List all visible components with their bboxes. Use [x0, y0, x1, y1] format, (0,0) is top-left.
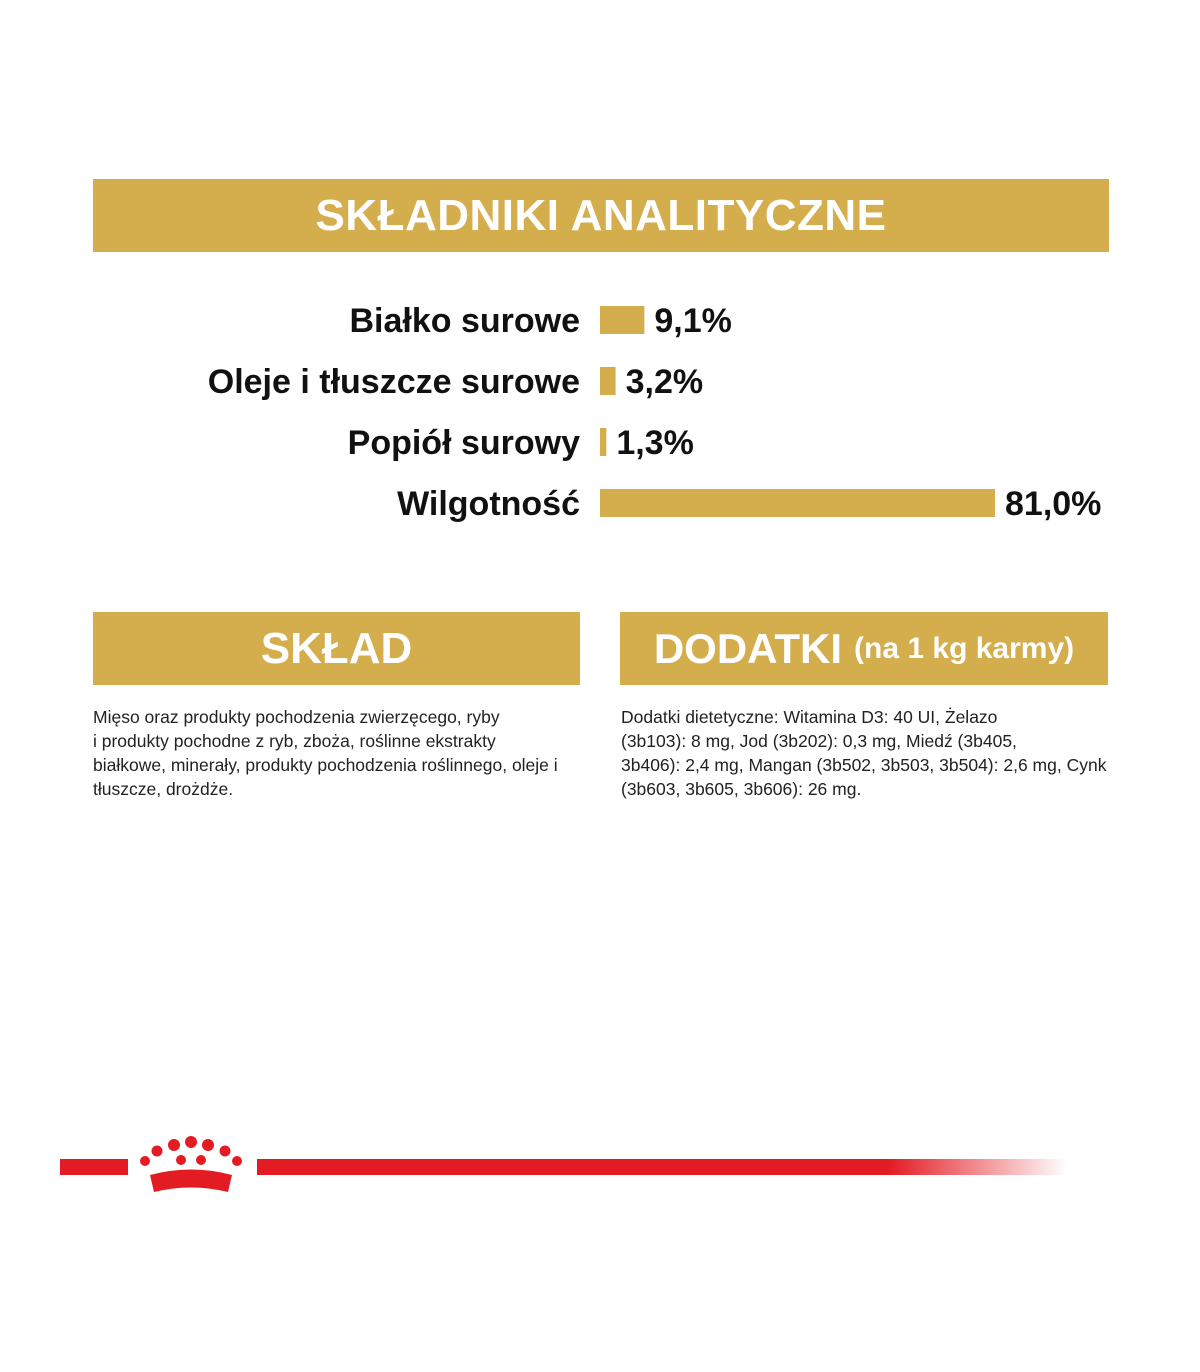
bar — [600, 428, 606, 456]
analytic-bar-chart — [0, 280, 1200, 540]
bar-category-label: Wilgotność — [397, 485, 580, 523]
bar-category-label: Oleje i tłuszcze surowe — [207, 363, 580, 401]
sklad-title: SKŁAD — [260, 623, 413, 673]
bar-value-label: 3,2% — [625, 363, 704, 401]
bar-category-label: Białko surowe — [349, 302, 580, 340]
footer-brand-bar — [0, 1130, 1200, 1200]
analytic-title: SKŁADNIKI ANALITYCZNE — [315, 190, 887, 240]
bar — [600, 306, 644, 334]
bar-value-label: 9,1% — [654, 302, 732, 340]
bar-category-label: Popiół surowy — [347, 424, 580, 462]
dodatki-title-banner — [620, 612, 1108, 685]
footer-line-right — [257, 1159, 1067, 1175]
bar-value-label: 1,3% — [616, 424, 694, 462]
footer-line-left — [60, 1159, 128, 1175]
dodatki-text — [621, 705, 1111, 801]
dodatki-subtitle: (na 1 kg karmy) — [854, 631, 1075, 665]
dodatki-line: Dodatki dietetyczne: Witamina D3: 40 UI, Żelazo — [621, 707, 998, 727]
dodatki-line: (3b103): 8 mg, Jod (3b202): 0,3 mg, Miedź (3b405, — [621, 731, 1017, 751]
dodatki-line: (3b603, 3b605, 3b606): 26 mg. — [621, 779, 862, 799]
sklad-text — [93, 705, 583, 801]
dodatki-title: DODATKI — [653, 624, 843, 672]
bar — [600, 367, 616, 395]
sklad-title-banner — [93, 612, 580, 685]
crown-icon — [140, 1136, 242, 1192]
sklad-line: Mięso oraz produkty pochodzenia zwierzęcego, ryby — [93, 707, 500, 727]
sklad-line: i produkty pochodne z ryb, zboża, roślinne ekstrakty — [93, 731, 496, 751]
dodatki-line: 3b406): 2,4 mg, Mangan (3b502, 3b503, 3b504): 2,6 mg, Cynk — [621, 755, 1107, 775]
analytic-title-banner — [93, 179, 1109, 252]
sklad-line: białkowe, minerały, produkty pochodzenia roślinnego, oleje i — [93, 755, 558, 775]
sklad-line: tłuszcze, drożdże. — [93, 779, 234, 799]
bar — [600, 489, 995, 517]
bar-value-label: 81,0% — [1005, 485, 1102, 523]
